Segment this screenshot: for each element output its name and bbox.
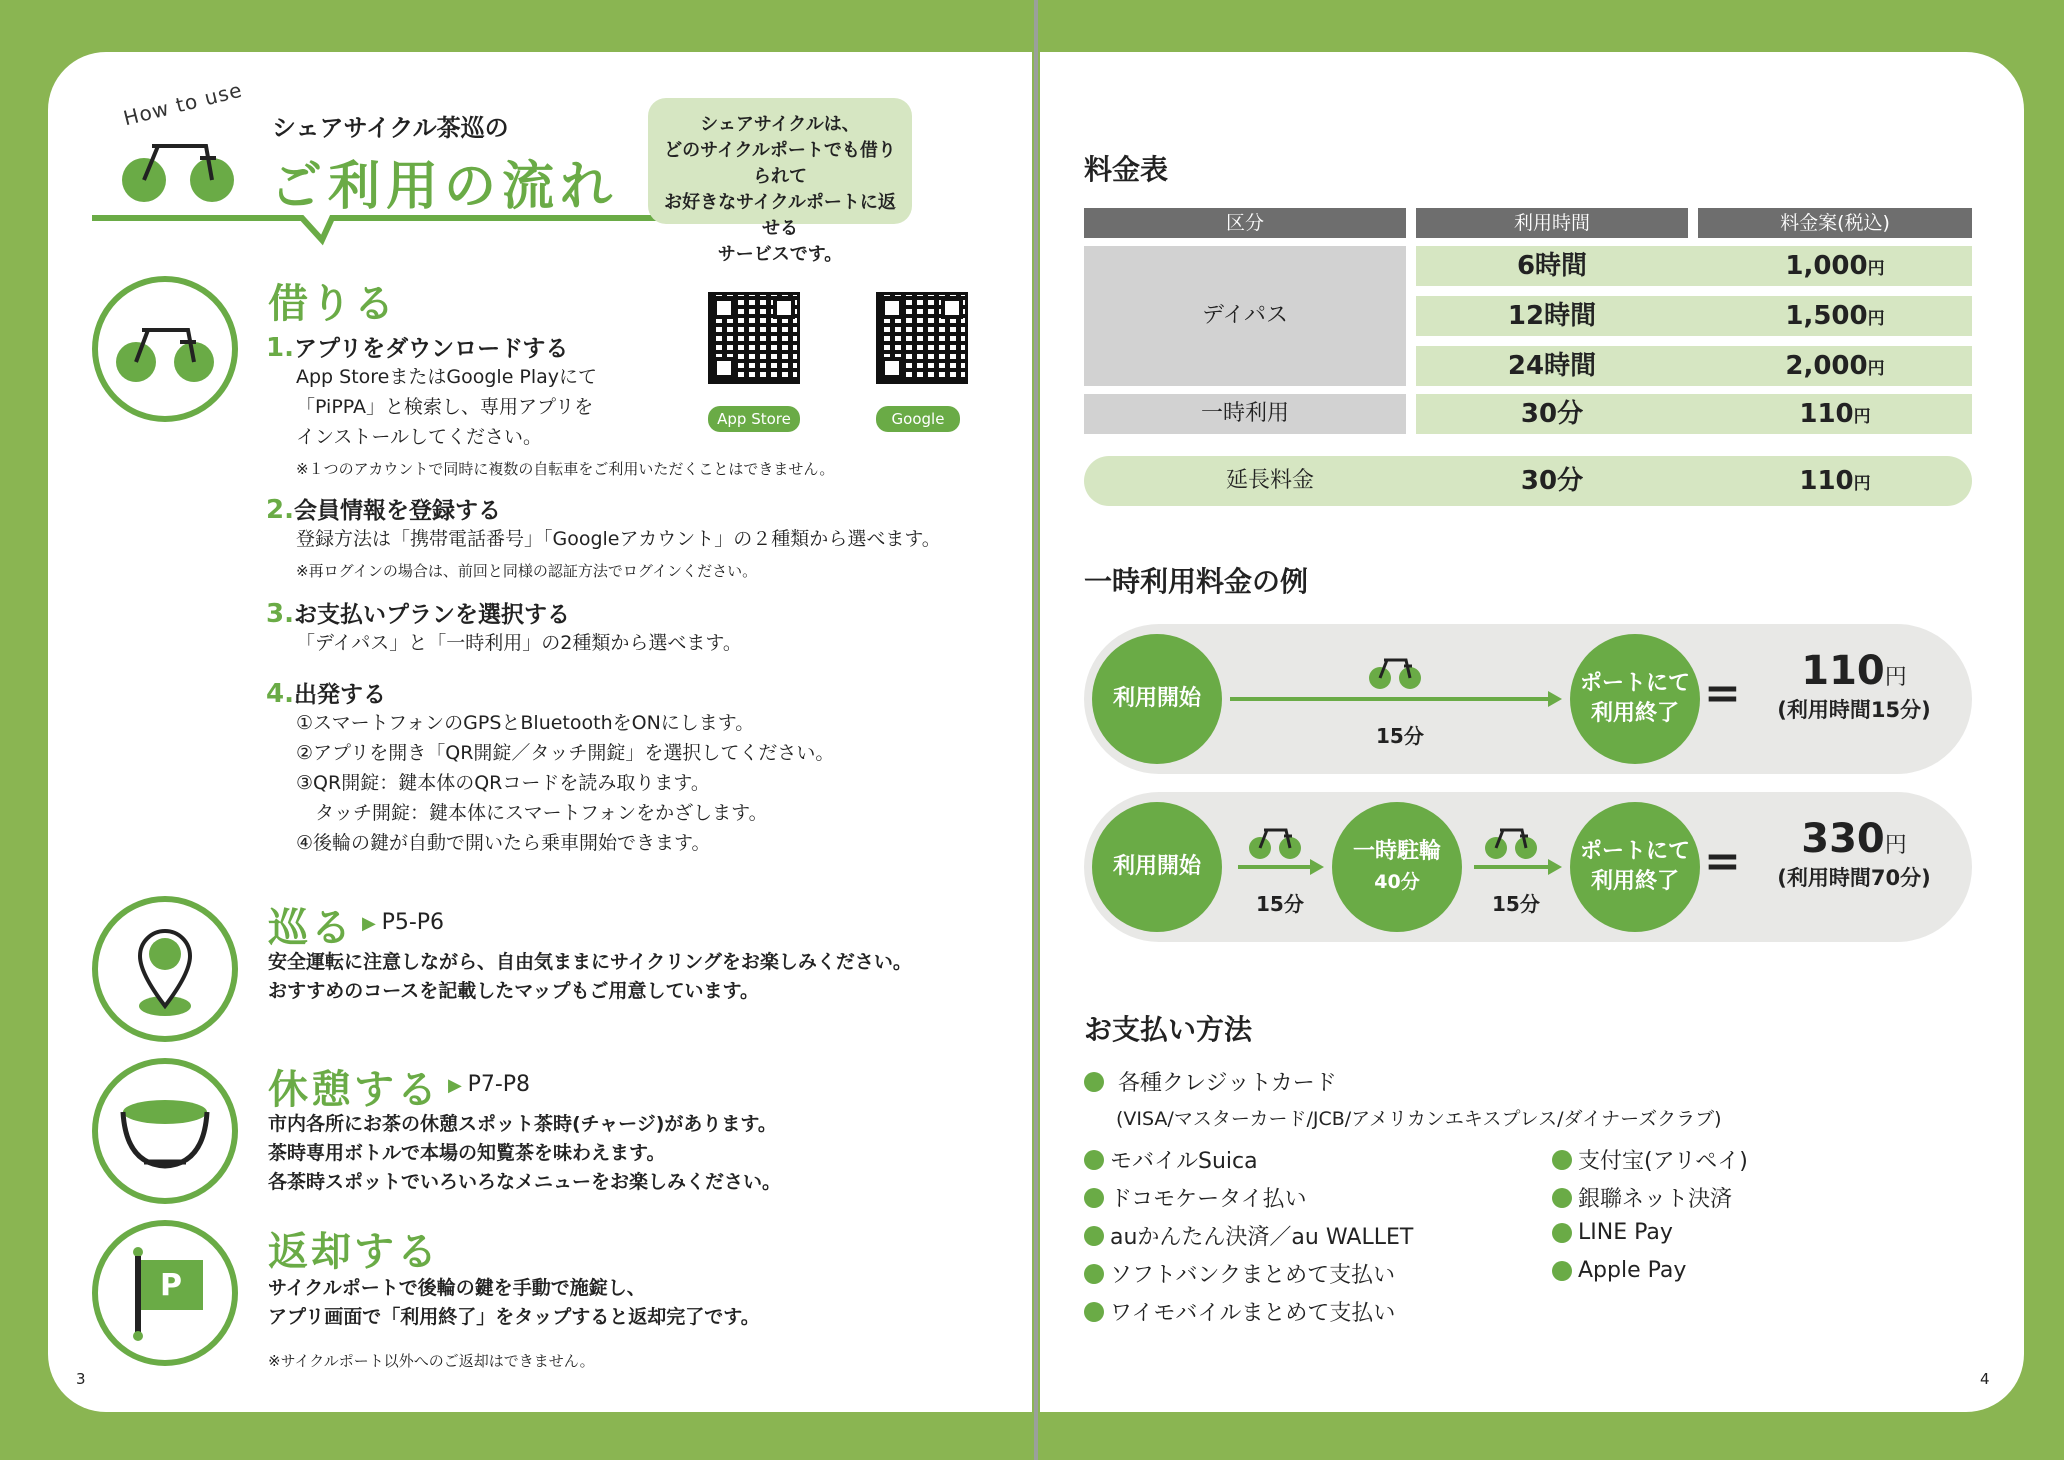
right-page [1040,52,2024,1412]
step-1-note: ※１つのアカウントで同時に複数の自転車をご利用いただくことはできません。 [296,460,835,478]
payment-item: ワイモバイルまとめて支払い [1084,1296,1395,1327]
end-circle: ポートにて 利用終了 [1570,634,1700,764]
end-circle: ポートにて 利用終了 [1570,802,1700,932]
start-circle: 利用開始 [1092,802,1222,932]
payment-item: Apple Pay [1552,1258,1686,1283]
examples-title: 一時利用料金の例 [1084,565,1309,598]
bubble-line: お好きなサイクルポートに返せる [664,192,896,239]
payment-item: ドコモケータイ払い [1084,1182,1307,1213]
left-page [48,52,1032,1412]
map-pin-icon [92,896,238,1042]
payment-item: LINE Pay [1552,1220,1673,1245]
qr-code-app-store[interactable] [708,292,800,384]
table-header-category: 区分 [1084,208,1406,238]
step-3-title: 3.お支払いプランを選択する [266,599,570,629]
arrow-line [1474,865,1550,869]
tour-page-ref[interactable]: ▶ P5-P6 [362,910,445,935]
extension-row: 延長料金 30分 110円 [1084,456,1972,506]
step-1-title: 1.アプリをダウンロードする [266,333,569,363]
title-subtitle: シェアサイクル茶巡の [272,114,509,142]
google-play-label[interactable]: Google Play [876,406,960,432]
duration-label: 15分 [1376,724,1424,748]
bubble-line: どのサイクルポートでも借りられて [664,140,896,187]
step-4-body: ①スマートフォンのGPSとBluetoothをONにします。 ②アプリを開き「QR開錠／タッチ開錠」を選択してください。 ③QR開錠：鍵本体のQRコードを読み取ります。 タッチ開錠：鍵本体にスマートフォンをかざします。 ④後輪の鍵が自動で開いたら乗車開始できます。 [296,712,835,854]
return-note: ※サイクルポート以外へのご返却はできません。 [268,1352,595,1370]
section-title-rest: 休憩する [268,1067,440,1113]
rest-page-ref[interactable]: ▶ P7-P8 [448,1072,531,1097]
payment-title: お支払い方法 [1084,1013,1253,1046]
step-2-title: 2.会員情報を登録する [266,495,501,525]
rest-body: 市内各所にお茶の休憩スポット茶時(チャージ)があります。 茶時専用ボトルで本場の知覧茶を味わえます。 各茶時スポットでいろいろなメニューをお楽しみください。 [268,1113,782,1193]
service-bubble [648,98,912,265]
payment-item: auかんたん決済／au WALLET [1084,1220,1413,1251]
tour-body: 安全運転に注意しながら、自由気ままにサイクリングをお楽しみください。 おすすめのコースを記載したマップもご用意しています。 [268,951,912,1002]
return-body: サイクルポートで後輪の鍵を手動で施錠し、 アプリ画面で「利用終了」をタップすると返却完了です。 [268,1277,760,1328]
page-number: 3 [76,1370,86,1388]
payment-item: ソフトバンクまとめて支払い [1084,1258,1395,1289]
bicycle-icon [1482,822,1542,862]
arrow-head [1310,859,1324,875]
step-number: 1 [266,333,285,363]
duration-label: 15分 [1256,892,1304,916]
payment-item: 銀聯ネット決済 [1552,1182,1732,1213]
table-row: 6時間 1,000円 [1416,246,1972,286]
payment-item: 支付宝(アリペイ) [1552,1144,1748,1175]
table-header-time: 利用時間 [1416,208,1688,238]
bubble-line: シェアサイクルは、 [700,114,860,135]
page-spine [1034,0,1038,1460]
howto-label: How to use [120,77,245,131]
duration-label: 15分 [1492,892,1540,916]
payment-item: モバイルSuica [1084,1144,1258,1175]
bicycle-icon [120,130,240,210]
example-1-result: 110円 (利用時間15分) [1777,648,1931,722]
step-3-body: 「デイパス」と「一時利用」の2種類から選べます。 [296,632,742,654]
example-2-result: 330円 (利用時間70分) [1777,816,1931,890]
bicycle-icon [1246,822,1306,862]
arrow-head [1548,691,1562,707]
start-circle: 利用開始 [1092,634,1222,764]
section-title-return: 返却する [268,1229,440,1275]
section-title-borrow: 借りる [268,281,397,327]
table-header-price: 料金案(税込) [1698,208,1972,238]
borrow-icon [92,276,238,422]
step-1-body: App StoreまたはGoogle Playにて 「PiPPA」と検索し、専用アプリを インストールしてください。 [296,366,598,448]
parking-sign-letter: P [160,1268,182,1303]
arrow-line [1230,697,1550,701]
tea-bowl-icon [92,1058,238,1204]
app-store-label[interactable]: App Store [708,406,800,432]
payment-credit: 各種クレジットカード [1084,1066,1337,1097]
qr-code-google-play[interactable] [876,292,968,384]
step-4-title: 4.出発する [266,679,386,709]
equals-sign: = [1704,836,1741,887]
daypass-label: デイパス [1084,246,1406,386]
step-2-note: ※再ログインの場合は、前回と同様の認証方法でログインください。 [296,562,758,580]
table-row: 30分 110円 [1416,394,1972,434]
equals-sign: = [1704,668,1741,719]
temp-label: 一時利用 [1084,394,1406,434]
fee-table-title: 料金表 [1084,153,1169,186]
arrow-line [1238,865,1312,869]
payment-credit-brands: (VISA/マスターカード/JCB/アメリカンエキスプレス/ダイナーズクラブ) [1116,1108,1722,1130]
bubble-line: サービスです。 [717,244,843,265]
parking-circle: 一時駐輪 40分 [1332,802,1462,932]
table-row: 24時間 2,000円 [1416,346,1972,386]
step-2-body: 登録方法は「携帯電話番号」「Googleアカウント」の２種類から選べます。 [296,528,941,550]
section-title-tour: 巡る [268,905,354,951]
parking-flag-icon [92,1220,238,1366]
bicycle-icon [1366,652,1426,692]
arrow-head [1548,859,1562,875]
page-title: ご利用の流れ [270,157,619,217]
page-number: 4 [1980,1370,1990,1388]
table-row: 12時間 1,500円 [1416,296,1972,336]
title-underline [92,212,676,246]
